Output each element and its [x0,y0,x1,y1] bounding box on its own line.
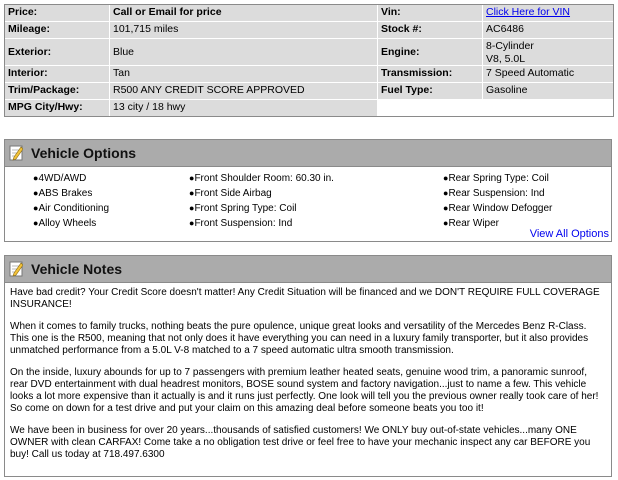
options-column-3 [443,171,552,231]
mpg-value: 13 city / 18 hwy [110,100,378,116]
list-item: ●Alloy Wheels [33,218,97,229]
vehicle-notes-body [5,283,611,461]
list-item: ●Front Side Airbag [189,188,272,199]
mpg-label: MPG City/Hwy: [5,100,110,116]
mileage-value: 101,715 miles [110,22,378,38]
vehicle-notes-title: Vehicle Notes [31,261,123,277]
price-value: Call or Email for price [110,5,378,21]
exterior-label: Exterior: [5,39,110,65]
pencil-icon [9,145,23,161]
list-item: ●Front Shoulder Room: 60.30 in. [189,173,334,184]
vehicle-notes-header [5,256,611,283]
options-list [5,167,611,243]
exterior-value: Blue [110,39,378,65]
transmission-value: 7 Speed Automatic [483,66,613,82]
fuel-label: Fuel Type: [378,83,483,99]
notes-paragraph: We have been in business for over 20 years...thousands of satisfied customers! We ONLY buy out-of-state vehicles...many ONE OWNER with clean CARFAX! Come take a no obligation test drive or feel free to have your mechanic inspect any car BEFORE you buy! Call us today at 718.497.6300 [10,425,591,460]
vehicle-options-title: Vehicle Options [31,145,137,161]
spec-row-price [5,5,613,22]
interior-label: Interior: [5,66,110,82]
vin-link[interactable]: Click Here for VIN [486,6,571,18]
list-item: ●Rear Spring Type: Coil [443,173,549,184]
list-item: ●Front Suspension: Ind [189,218,293,229]
vehicle-specs-table [4,4,614,117]
trim-label: Trim/Package: [5,83,110,99]
vehicle-options-panel [4,139,612,242]
engine-value [483,39,613,65]
notes-paragraph: On the inside, luxury abounds for up to 7 passengers with premium leather heated seats, genuine wood trim, a panoramic sunroof, rear DVD entertainment with dual headrest monitors, BOSE sound system and factory navigation...just to name a few. This vehicle looks a lot more expensive than it actually is and it runs just perfectly. One look will tell you the previous owner really took care of her! So come on down for a test drive and put your claim on this amazing deal before someone beats you too it! [10,367,599,414]
spec-row-mileage [5,22,613,39]
options-column-2 [189,171,334,231]
trim-value: R500 ANY CREDIT SCORE APPROVED [110,83,378,99]
notes-paragraph: Have bad credit? Your Credit Score doesn't matter! Any Credit Situation will be financed and we DON'T REQUIRE FULL COVERAGE INSURANCE! [10,287,600,310]
spec-row-trim [5,83,613,100]
view-all-options-link[interactable]: View All Options [529,228,609,240]
options-column-1 [33,171,109,231]
list-item: ●Air Conditioning [33,203,110,214]
engine-label: Engine: [378,39,483,65]
engine-value-line2: V8, 5.0L [486,53,526,65]
transmission-label: Transmission: [378,66,483,82]
mileage-label: Mileage: [5,22,110,38]
vehicle-notes-panel [4,255,612,477]
spec-row-interior [5,66,613,83]
stock-value: AC6486 [483,22,613,38]
list-item: ●Rear Wiper [443,218,500,229]
engine-value-line1: 8-Cylinder [486,40,534,52]
spec-row-mpg [5,100,613,116]
interior-value: Tan [110,66,378,82]
list-item: ●4WD/AWD [33,173,87,184]
stock-label: Stock #: [378,22,483,38]
list-item: ●Front Spring Type: Coil [189,203,297,214]
notes-paragraph: When it comes to family trucks, nothing beats the pure opulence, unique great looks and versatility of the Mercedes Benz R-Class. This one is the R500, meaning that not only does it have everything you can need in a luxury family transporter, but it also provides unmatched performance from a 5.0L V-8 matched to a 7 speed automatic ultra smooth transmission. [10,321,589,356]
list-item: ●Rear Window Defogger [443,203,553,214]
fuel-value: Gasoline [483,83,613,99]
list-item: ●Rear Suspension: Ind [443,188,545,199]
spec-row-exterior [5,39,613,66]
price-label: Price: [5,5,110,21]
list-item: ●ABS Brakes [33,188,93,199]
vehicle-options-header [5,140,611,167]
vin-label: Vin: [378,5,483,21]
pencil-icon [9,261,23,277]
